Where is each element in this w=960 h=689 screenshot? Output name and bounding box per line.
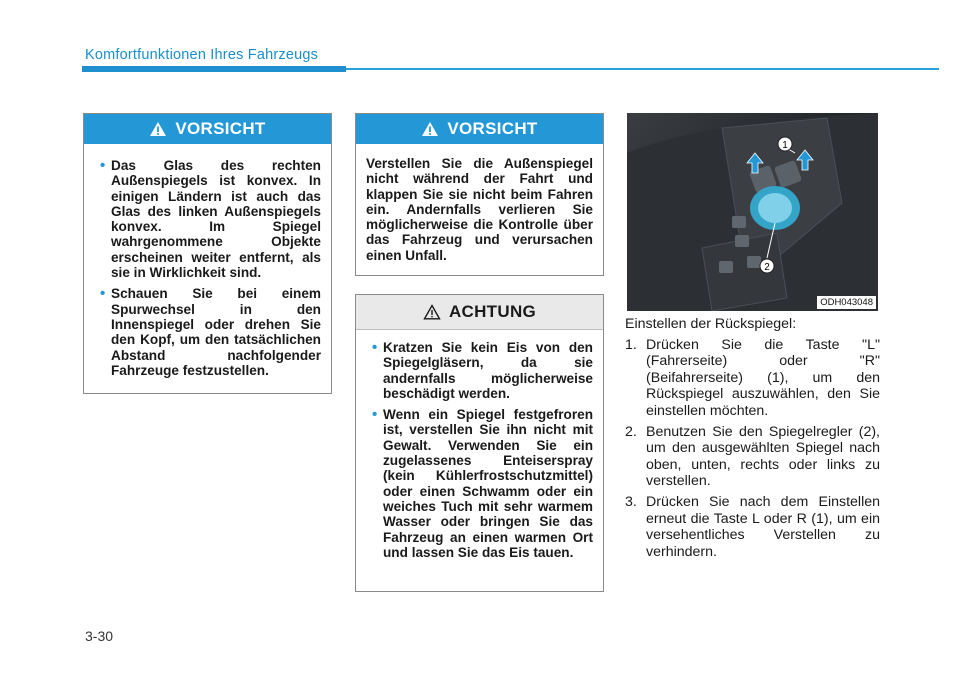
warning-triangle-icon — [149, 121, 167, 137]
callout-1: 1 — [782, 140, 788, 151]
step-number: 1. — [625, 336, 637, 353]
notice-box-ice — [355, 294, 604, 592]
warning-triangle-icon — [421, 121, 439, 137]
bullet-dot: • — [100, 285, 106, 303]
bullet-text: Wenn ein Spiegel festgefroren ist, verstellen Sie ihn nicht mit Gewalt. Verwenden Sie ein zugelassenes Enteiserspray (kein Kühlerfrostschutzmittel) oder einen Schwamm oder ein weiches Tuch mit sehr warmem Wasser oder bringen Sie das Fahrzeug an einen warmen Ort und lassen Sie das Eis tauen. — [383, 407, 593, 560]
caution-box-header — [84, 114, 331, 144]
caution-box-driving — [355, 113, 604, 276]
mirror-control-illustration — [627, 113, 878, 311]
bullet-text: Das Glas des rechten Außenspiegels ist konvex. In einigen Ländern ist auch das Glas des linken Außenspiegels konvex. Im Spiegel wahrgenommene Objekte erscheinen weiter entfernt, als sie in Wirklichkeit sind. — [111, 158, 321, 281]
list-item — [100, 286, 321, 378]
warning-triangle-outline-icon — [423, 304, 441, 320]
instructions-intro: Einstellen der Rückspiegel: — [625, 316, 797, 332]
bullet-dot: • — [372, 406, 378, 424]
step-number: 3. — [625, 493, 637, 510]
list-item — [372, 407, 593, 560]
mirror-control-photo — [627, 113, 878, 311]
caution-box-title: VORSICHT — [175, 119, 266, 138]
bullet-dot: • — [372, 339, 378, 356]
step-text: Drücken Sie nach dem Einstellen erneut die Taste L oder R (1), um ein versehentliches Verstellen zu verhindern. — [646, 493, 880, 560]
bullet-dot: • — [100, 157, 106, 174]
caution-text: Verstellen Sie die Außenspiegel nicht während der Fahrt und klappen Sie sie nicht beim Fahren ein. Andernfalls verlieren Sie möglicherweise die Kontrolle über das Fahrzeug und verursachen einen Unfall. — [366, 156, 593, 263]
list-item — [372, 340, 593, 401]
step-text: Benutzen Sie den Spiegelregler (2), um den ausgewählten Spiegel nach oben, unten, rechts oder links zu verstellen. — [646, 423, 880, 490]
bullet-text: Kratzen Sie kein Eis von den Spiegelgläsern, da sie andernfalls möglicherweise beschädigt werden. — [383, 340, 593, 401]
caution-box-header — [356, 114, 603, 144]
notice-box-header — [356, 295, 603, 330]
caution-box-title: VORSICHT — [447, 119, 538, 138]
list-item — [625, 424, 880, 490]
step-number: 2. — [625, 423, 637, 440]
instructions — [625, 316, 880, 564]
step-text: Drücken Sie die Taste "L" (Fahrerseite) oder "R" (Beifahrerseite) (1), um den Rückspiegel auszuwählen, den Sie einstellen möchten. — [646, 336, 880, 419]
callout-2: 2 — [764, 262, 770, 273]
list-item — [100, 158, 321, 280]
section-title: Komfortfunktionen Ihres Fahrzeugs — [85, 47, 319, 63]
notice-box-title: ACHTUNG — [448, 302, 537, 321]
list-item — [625, 337, 880, 420]
page-number: 3-30 — [85, 628, 114, 644]
caution-box-mirror-convex — [83, 113, 332, 394]
header-rule-accent — [82, 66, 346, 72]
list-item — [625, 494, 880, 560]
bullet-text: Schauen Sie bei einem Spurwechsel in den Innenspiegel oder drehen Sie den Kopf, um den tatsächlichen Abstand nachfolgender Fahrzeuge festzustellen. — [111, 286, 321, 378]
image-code: ODH043048 — [817, 296, 876, 309]
